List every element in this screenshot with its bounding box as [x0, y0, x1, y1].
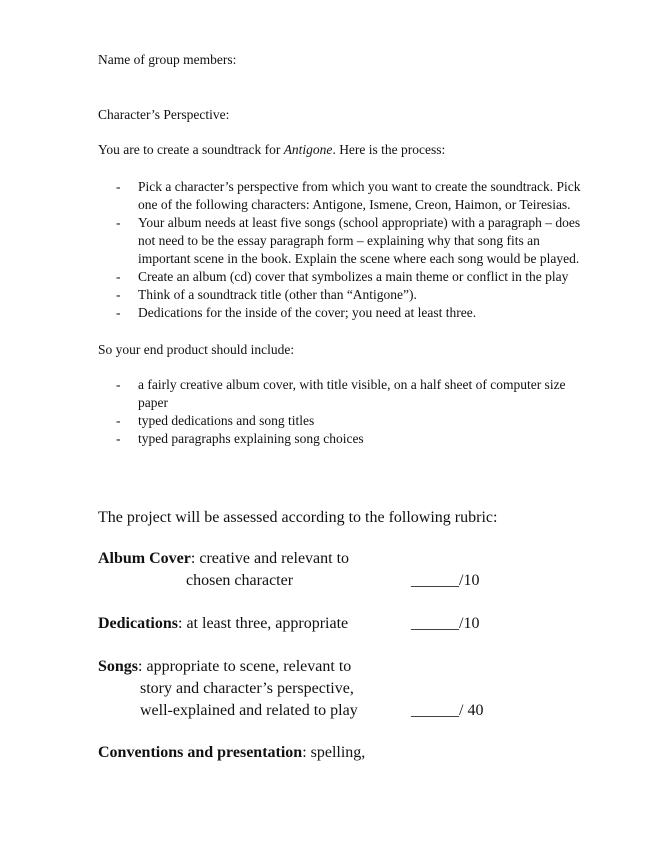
product-item-1-line-2: paper — [138, 395, 168, 410]
songs-label: Songs — [98, 658, 139, 675]
intro-before: You are to create a soundtrack for — [98, 142, 284, 157]
intro-after: . Here is the process: — [332, 142, 446, 157]
process-item-1-line-1: Pick a character’s perspective from which you want to create the soundtrack. Pick — [138, 179, 581, 194]
album-cover-text-1: : creative and relevant to — [190, 550, 350, 567]
process-item-2-line-3: important scene in the book. Explain the scene where each song would be played. — [138, 251, 580, 266]
rubric-album-cover — [98, 548, 349, 570]
conventions-text: : spelling, — [302, 744, 366, 761]
bullet-dash: - — [116, 215, 121, 230]
songs-score: ______/ 40 — [411, 702, 484, 719]
conventions-label: Conventions and presentation — [98, 744, 303, 761]
dedications-text: : at least three, appropriate — [178, 615, 349, 632]
rubric-songs — [98, 656, 351, 678]
process-item-4: Think of a soundtrack title (other than “Antigone”). — [138, 287, 417, 302]
process-item-2-line-2: not need to be the essay paragraph form – explaining why that song fits an — [138, 233, 540, 248]
dedications-label: Dedications — [98, 615, 178, 632]
bullet-dash: - — [116, 269, 121, 284]
bullet-dash: - — [116, 413, 121, 428]
dedications-score: ______/10 — [411, 615, 480, 632]
bullet-dash: - — [116, 287, 121, 302]
bullet-dash: - — [116, 305, 121, 320]
album-cover-label: Album Cover — [98, 550, 191, 567]
intro-text — [98, 141, 445, 159]
group-members-label: Name of group members: — [98, 52, 237, 67]
songs-text-2: story and character’s perspective, — [140, 680, 354, 697]
songs-text-1: : appropriate to scene, relevant to — [138, 658, 352, 675]
rubric-intro: The project will be assessed according to the following rubric: — [98, 509, 498, 526]
product-item-1-line-1: a fairly creative album cover, with title visible, on a half sheet of computer size — [138, 377, 566, 392]
process-item-5: Dedications for the inside of the cover; you need at least three. — [138, 305, 477, 320]
perspective-label: Character’s Perspective: — [98, 107, 230, 122]
rubric-conventions — [98, 742, 365, 764]
process-item-2-line-1: Your album needs at least five songs (school appropriate) with a paragraph – does — [138, 215, 581, 230]
bullet-dash: - — [116, 431, 121, 446]
end-product-label: So your end product should include: — [98, 342, 295, 357]
album-cover-text-2: chosen character — [186, 572, 294, 589]
product-item-3: typed paragraphs explaining song choices — [138, 431, 364, 446]
songs-text-3: well-explained and related to play — [140, 702, 358, 719]
process-item-3: Create an album (cd) cover that symbolizes a main theme or conflict in the play — [138, 269, 569, 284]
rubric-dedications — [98, 613, 348, 635]
product-item-2: typed dedications and song titles — [138, 413, 315, 428]
bullet-dash: - — [116, 179, 121, 194]
album-cover-score: ______/10 — [411, 572, 480, 589]
process-item-1-line-2: one of the following characters: Antigone, Ismene, Creon, Haimon, or Teiresias. — [138, 197, 571, 212]
intro-play-title: Antigone — [283, 142, 333, 157]
bullet-dash: - — [116, 377, 121, 392]
